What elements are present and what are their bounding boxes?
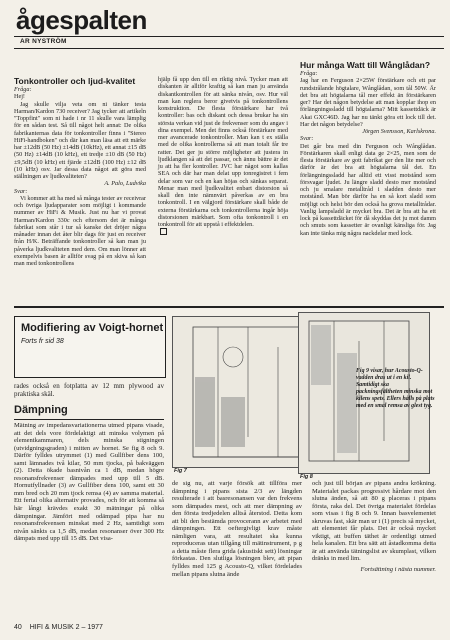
letter-1-question-label: Fråga: [14,86,32,93]
header-rule [14,36,444,37]
section-title-dampening: Dämpning [14,404,68,416]
letter-1-continued [158,76,288,237]
dampening-body [14,422,164,543]
article-intro-text: rades också en fotplatta av 12 mm plywood av praktiska skäl. [14,382,164,398]
section-title-rule [14,419,164,420]
letter-1-body: Jag skulle vilja veta om ni tänker testa Harman/Kardon 730 receiver? Jag tycker att artikeln "Toppfint" som ni hade i nr 11 skulle vara lämplig för en sådan test. Så till något helt annat: De olika fabrikanternas data för tonkontroller finns i "Stereo HiFi-handboken" och där kan man läsa att ett märke har ±12dB (50 Hz) ±14dB (10kHz), ett annat ±15 dB (50 Hz) ±14dB (10 kHz), ett tredje ±10 dB (50 Hz) ±9,5dB (10 kHz) ett fjärde ±12dB (100 Hz) ±12 dB (10 kHz) osv. Jar dessa data något att göra med ställningen av ljudkvaliteten? [14,100,146,180]
letter-2 [300,60,436,237]
letter-2-body: Jag har en Ferguson 2×25W förstärkare och ett par rundstrålande högtalare, Wånglådan, som tål 50W. Är det bra att högtalarna tål mer effekt än förstärkaren ger? Har det någon betydelse att man kopplar ihop en förlängningssladd till högtalarna? Mitt kassettdäck är Akai GXC46D. Jag har nu tänkt göra ett lock till det. Har det någon betydelse? [300,77,436,128]
page-title: ågespalten [16,5,147,35]
letter-1-continued-body: hjälp få upp den till en riktig nivå. Tycker man att diskanten är alltför kraftig så kan man ju använda diskantkontrollen för att sänka nivån, osv. Hur väl man kan reglera beror givetvis på tonkontrollens konstruktion. De flesta förstärkare har två kontroller: bas och diskant och dessa brukar ha sin största verkan vid just de frekvenser som du angav i dina exempel. Men det finns också förstärkare med mer avancerade tonkontroller. Man kan t ex ställa med de olika kontrollerna så att man totalt får tre ratter. Det ger ju större möjligheter att justera in ljudklangen så att det passar, och ännu bättre är det ju att ha fler kontroller. JVC har något som kallas SEA och där har man delat upp tonregistret i fem delar som var och en kan höjas och sänkas separat. Menar man med ljudkvalitet enbart distorsion så skall den inte nämnvärt påverkas av en bra tonkontroll. I en välgjord förstärkare skall både de externa förstärkarna och tonkontrollerna ingår höja distorsionen märkbart. Som ofta tonkontroll i en tonkontroll för att uppstå i effektdelen. [158,76,288,228]
article-intro [14,382,164,398]
article-byline: Forts fr sid 38 [21,337,64,345]
letter-1-greeting: Hej! [14,93,25,101]
figure-8-label: Fig 8 [300,474,313,480]
letter-1-answer: Vi kommer att ha med så många tester av receivrar och övriga ljudapparater som möjligt i kommande nummer av HiFi & Musik. Just nu har vi provat Harman/Kardon 330c och eftersom det är många fabrikat som står i tur så kanske det dröjer några månader innan det åter blir dags för just en receiver från H/K. Beträffande tonkontroller så kan man ju påverka ljudkvaliteten med dem. Om man lönner att exempelvis basen är alltför svag på en skiva så kan man med tonkontrollens [14,194,146,267]
continued-note: Fortsättning i nästa nummer. [360,566,436,574]
letter-2-question-label: Fråga: [300,70,318,77]
footer [14,624,103,631]
letter-1-heading: Tonkontroller och ljud-kvalitet [14,76,136,86]
letter-2-heading: Hur många Watt till Wånglådan? [300,60,431,70]
author-byline: AR NYSTRÖM [20,38,67,45]
letter-2-answer-label: Svar: [300,135,314,143]
end-mark-icon [160,228,167,235]
article-heading: Modifiering av Voigt-hornet [21,322,164,334]
figure-7-label: Fig 7 [174,468,187,474]
letter-2-answer: Det går bra med din Ferguson och Wånglådan. Förstärkaren skall enligt data ge 2×25, men som de flesta förstärkare av gott fabrikat ger den lite mer och därför är det bra att högtalarna tål det. En förlängningssladd har alltid ett visst motstånd som försvagar ljudet. Ju längre sladd desto mer motstånd och ju smalare metalltråd i sladden desto mer motstånd. Man bör därför ha en så kort sladd som möjligt och helst bör den också ha grova metalltrådar. Vanlig lampsladd är mycket bra. Det är bra att ha ett lock på kassettdäcket för då skyddas det ju mot damm och smuts som kassetter är ovanligt känsliga för. Jag kan inte tänka mig några nackdelar med lock. [300,142,436,237]
magazine-issue: HIFI & MUSIK 2 – 1977 [29,624,103,631]
figure-9-caption: Fig 9 visar, hur Acousto-Q-vadden dras ut i en kil. Samtidigt ska packningsfältheten minska mot kilens spets. Ellers hålls på plats med en smal remsa av glest tyg. [356,368,435,409]
header-rule-bottom [14,48,444,49]
letter-1-answer-label: Svar: [14,187,28,195]
page-number: 40 [14,624,22,631]
letter-1-signature: A. Palo, Ludvika [104,180,146,188]
letter-1 [14,76,146,267]
article-continued-2 [312,480,436,574]
article-header-box [14,316,166,378]
section-divider [14,306,444,308]
letter-2-signature: Jörgen Svensson, Karlskrona. [362,128,436,135]
article-continued-1-text: de sig nu, att varje försök att tillföra mer dämpning i pipans sista 2/3 av längden resulterade i att basresonansen var den frekvens som dämpades mest, och att mer dämpning av den första tredjedelen alltså återstod. Detta kom att bli den bestämda provocerann av arbetet med dämpningen. Ett oeftergivligt krav måste nämligen vara, att resultatet ska kunna reproduceras utan tillgång till mätinstrument, p g a detta måste flera grida (akustiskt sett) lösningar förkastas. Den slutliga lösningen blev, att pipan fylldes med 125 g Acousto-Q, vilket fördelades mellan pipans slutna ände [172,480,302,578]
article-continued-2-text: och just till början av pipans andra krökning. Materialet packas progressivt hårdare mot den slutna änden, så att 80 g placeras i pipans första, raka del. Det övriga materialet fördelas som visas i fig 8 och 9. Innan basvelementet skruvas fast, skär man ur i (1) precis så mycket, att elementet får plats. Det är också mycket viktigt, att buffen täthet är ordentligt utmed hela kanalen. Ett bra sätt att åstadkomma detta är att använda tätningslist av skumplast, vilken dränks in med lim. [312,480,437,563]
dampening-text: Mätning av impedansvariationerna utmed pipans visade, att det dels vore fördelaktigt att minska volymen på elementkammaren, dels minska stigningen (utvidgningsgraden) i mitten av hornet. Se fig 8 och 9. Därför fylldes utrymmet (1) med Gullfiber dens 100, samt lämnades två kilar, 50 mm tjocka, på bakväggen (2). Detta ökade basnivån ca 1 dB, medan högre resonansfrekvenser dämpades med upp till 5 dB. Hornutfyllnader (3) av Gullfiber dens 100, samt ett 30 mm bred och 20 mm tjock remsa (4) av samma material. Ett fertal olika alternativ provades, och för att komma så här långt krävdes exakt 30 mätningar på olika dämpningar. Jämfört med odämpad pipa har nu resonansfrekvensen minskat med 2 Hz, samtidigt som nivån sänkts ca 1,5 dB, medan resonanser över 300 Hz dämpats med upp till 15 dB. Det visa- [14,422,164,543]
article-continued-1 [172,480,302,578]
